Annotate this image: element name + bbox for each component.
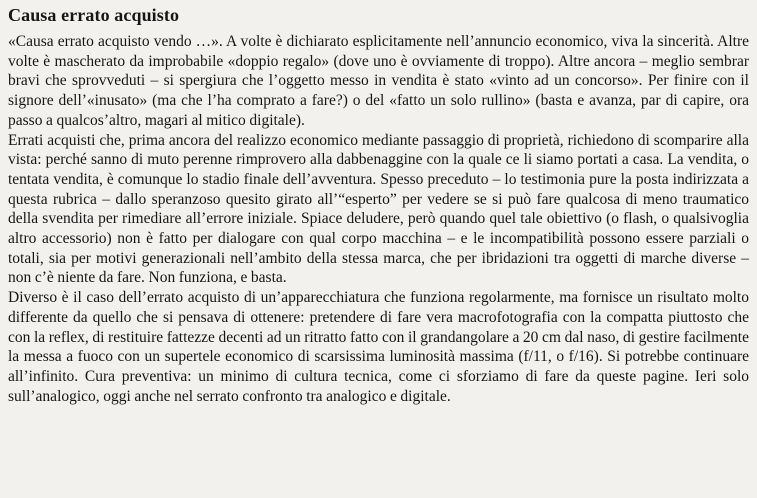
- article-paragraph-2: Errati acquisti che, prima ancora del realizzo economico mediante passaggio di proprietà, richiedono di scomparire alla vista: perché sanno di muto perenne rimprovero alla dabbenaggine con la quale ce li siamo portati a casa. La vendita, o tentata vendita, è comunque lo stadio finale dell’avventura. Spesso preceduto – lo testimonia pure la posta indirizzata a questa rubrica – dallo speranzoso quesito girato all’“esperto” per vedere se si può fare qualcosa di meno traumatico della svendita per rimediare all’errore iniziale. Spiace deludere, però quando quel tale obiettivo (o flash, o qualsivoglia altro accessorio) non è fatto per dialogare con qual corpo macchina – e le incompatibilità possono essere parziali o totali, sia per motivi generazionali nell’ambito della stessa marca, che per ibridazioni tra oggetti di marche diverse – non c’è niente da fare. Non funziona, e basta.: [8, 131, 749, 287]
- article-paragraph-3: Diverso è il caso dell’errato acquisto di un’apparecchiatura che funziona regolarmente, ma fornisce un risultato molto differente da quello che si pensava di ottenere: pretendere di fare vera macrofotografia con la compatta piuttosto che con la reflex, di restituire fattezze decenti ad un ritratto fatto con il grandangolare a 20 cm dal naso, di gestire facilmente la messa a fuoco con un supertele economico di scarsissima luminosità massima (f/11, o f/16). Si potrebbe continuare all’infinito. Cura preventiva: un minimo di cultura tecnica, come ci sforziamo di fare da queste pagine. Ieri solo sull’analogico, oggi anche nel serrato confronto tra analogico e digitale.: [8, 289, 749, 405]
- article-title: Causa errato acquisto: [8, 5, 180, 25]
- article-paragraph-1: «Causa errato acquisto vendo …». A volte è dichiarato esplicitamente nell’annuncio economico, viva la sincerità. Altre volte è mascherato da improbabile «doppio regalo» (dove uno è ovviamente di troppo). Altre ancora – meglio sembrar bravi che sprovveduti – si spergiura che l’oggetto messo in vendita è stato «vinto ad un concorso». Per finire con il signore dell’«inusato» (ma che l’ha comprato a fare?) o del «fatto un solo rullino» (basta e avanza, par di capire, ora passo a qualcos’altro, magari al mitico digitale).: [8, 33, 749, 129]
